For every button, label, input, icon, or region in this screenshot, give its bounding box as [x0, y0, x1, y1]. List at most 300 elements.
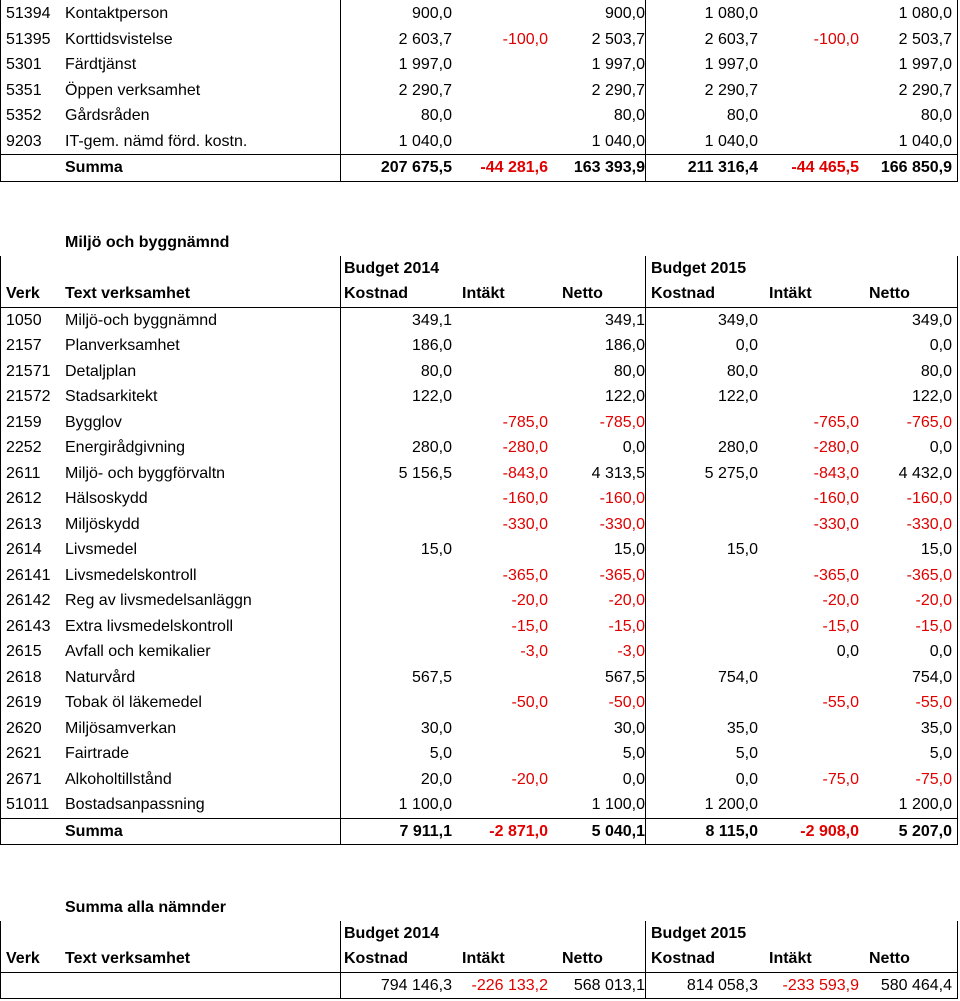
value-cell — [340, 588, 452, 614]
value-cell: 1 040,0 — [704, 132, 758, 150]
verk-code: 2252 — [6, 439, 42, 456]
verk-code: 2612 — [6, 490, 42, 507]
value-cell — [455, 792, 548, 818]
value-cell: 30,0 — [613, 719, 645, 737]
value-cell: -160,0 — [599, 490, 645, 507]
verksamhet-text: Miljö- och byggförvaltn — [65, 464, 226, 482]
verk-code: 21572 — [6, 388, 51, 405]
value-cell: -15,0 — [608, 617, 645, 635]
value-cell — [455, 537, 548, 563]
verk-code: 5301 — [6, 56, 42, 73]
value-cell — [645, 614, 758, 640]
value-cell: 5 040,1 — [591, 822, 645, 840]
value-cell: 4 313,5 — [591, 464, 645, 482]
intakt-header: Intäkt — [462, 285, 505, 302]
value-cell: -15,0 — [822, 617, 859, 635]
verksamhet-text: Summa — [65, 159, 123, 176]
value-cell: -15,0 — [915, 617, 952, 635]
verk-code: 2615 — [6, 643, 42, 660]
verksamhet-text: Miljö-och byggnämnd — [65, 311, 218, 329]
table-row — [0, 78, 960, 104]
section-title-text: Miljö och byggnämnd — [65, 234, 230, 251]
verksamhet-text: Färdtjänst — [65, 56, 137, 73]
value-cell: 349,1 — [411, 311, 452, 329]
value-cell: 1 100,0 — [591, 796, 645, 813]
value-cell — [758, 741, 859, 767]
value-cell: 35,0 — [726, 719, 758, 737]
budget-2015-label: Budget 2015 — [651, 259, 747, 277]
table-row — [0, 359, 960, 385]
table-row — [0, 690, 960, 716]
value-cell: -50,0 — [511, 694, 548, 711]
value-cell: 5,0 — [622, 745, 645, 762]
verk-code: 51395 — [6, 30, 51, 48]
value-cell: -55,0 — [822, 694, 859, 711]
value-cell: -2 871,0 — [489, 822, 548, 840]
value-cell: 580 464,4 — [880, 976, 952, 994]
table-row — [0, 129, 960, 155]
value-cell: 4 432,0 — [898, 464, 952, 482]
value-cell: -226 133,2 — [471, 976, 548, 994]
verk-code: 26143 — [6, 617, 51, 635]
value-cell: 349,1 — [604, 311, 645, 329]
value-cell — [758, 129, 859, 155]
text-verksamhet-header: Text verksamhet — [65, 285, 191, 302]
kostnad-header: Kostnad — [651, 285, 715, 302]
budget-2015-label: Budget 2015 — [651, 924, 747, 942]
value-cell: 2 290,7 — [591, 81, 645, 99]
value-cell: 80,0 — [920, 362, 952, 380]
column-divider — [645, 921, 646, 999]
value-cell: -20,0 — [608, 592, 645, 609]
verk-code: 9203 — [6, 132, 42, 150]
value-cell — [645, 563, 758, 589]
value-cell — [758, 308, 859, 334]
verksamhet-text: Tobak öl läkemedel — [65, 694, 202, 711]
value-cell — [758, 52, 859, 78]
value-cell — [340, 639, 452, 665]
column-divider — [957, 921, 958, 999]
intakt-header: Intäkt — [462, 950, 505, 967]
value-cell: 5,0 — [735, 745, 758, 762]
verk-code: 2671 — [6, 770, 42, 788]
summa-bottom-border — [0, 844, 958, 845]
value-cell: 80,0 — [726, 362, 758, 380]
value-cell — [645, 690, 758, 716]
value-cell: 900,0 — [604, 5, 645, 22]
value-cell: -160,0 — [906, 490, 952, 507]
value-cell: 567,5 — [604, 668, 645, 686]
value-cell: 0,0 — [929, 643, 952, 660]
value-cell: -765,0 — [813, 413, 859, 431]
value-cell: 1 080,0 — [704, 5, 758, 22]
value-cell: 754,0 — [717, 668, 758, 686]
verksamhet-text: Livsmedel — [65, 541, 138, 558]
table-row — [0, 563, 960, 589]
verk-code: 26142 — [6, 592, 51, 609]
value-cell: 2 290,7 — [398, 81, 452, 99]
value-cell: 8 115,0 — [705, 822, 758, 840]
value-cell: 15,0 — [726, 541, 758, 558]
value-cell: 814 058,3 — [686, 976, 758, 994]
netto-header: Netto — [869, 285, 910, 302]
verksamhet-text: Hälsoskydd — [65, 490, 148, 507]
value-cell — [455, 308, 548, 334]
value-cell: 5 207,0 — [898, 822, 952, 840]
value-cell — [340, 410, 452, 436]
value-cell: 280,0 — [717, 439, 758, 456]
verk-code: 5352 — [6, 107, 42, 124]
value-cell: 80,0 — [613, 107, 645, 124]
value-cell: 349,0 — [717, 311, 758, 329]
table-row — [0, 665, 960, 691]
value-cell: 5 156,5 — [398, 464, 452, 482]
value-cell: -330,0 — [906, 515, 952, 533]
value-cell: 280,0 — [411, 439, 452, 456]
value-cell: 567,5 — [411, 668, 452, 686]
verksamhet-text: Extra livsmedelskontroll — [65, 617, 234, 635]
value-cell: 1 997,0 — [898, 56, 952, 73]
value-cell — [758, 384, 859, 410]
value-cell: -20,0 — [511, 770, 548, 788]
value-cell — [455, 741, 548, 767]
netto-header: Netto — [562, 285, 603, 302]
value-cell — [758, 103, 859, 129]
value-cell: 0,0 — [622, 439, 645, 456]
text-verksamhet-header: Text verksamhet — [65, 950, 191, 967]
value-cell: 1 997,0 — [591, 56, 645, 73]
table-row — [0, 741, 960, 767]
budget-2014-label: Budget 2014 — [344, 259, 440, 277]
value-cell: 794 146,3 — [380, 976, 452, 994]
budget-year-row — [0, 256, 960, 282]
verk-code: 2620 — [6, 719, 42, 737]
verk-header: Verk — [6, 950, 40, 967]
summa-top-border — [0, 818, 958, 819]
verk-code: 1050 — [6, 311, 42, 329]
value-cell: 80,0 — [920, 107, 952, 124]
table-row — [0, 103, 960, 129]
value-cell — [455, 1, 548, 27]
value-cell: 163 393,9 — [573, 159, 645, 176]
value-cell: -20,0 — [915, 592, 952, 609]
value-cell: 0,0 — [929, 439, 952, 456]
verksamhet-text: Öppen verksamhet — [65, 81, 201, 99]
value-cell: 80,0 — [726, 107, 758, 124]
value-cell — [455, 129, 548, 155]
value-cell: 122,0 — [911, 388, 952, 405]
verksamhet-text: Avfall och kemikalier — [65, 643, 211, 660]
verk-code: 2611 — [6, 464, 41, 482]
verk-code: 51011 — [6, 796, 50, 813]
value-cell: -55,0 — [915, 694, 952, 711]
value-cell: 80,0 — [613, 362, 645, 380]
verk-code: 5351 — [6, 81, 42, 99]
value-cell — [455, 359, 548, 385]
table-row — [0, 1, 960, 27]
value-cell: -365,0 — [502, 566, 548, 584]
value-cell: 20,0 — [420, 770, 452, 788]
verk-code: 2159 — [6, 413, 42, 431]
value-cell — [645, 588, 758, 614]
table-row — [0, 588, 960, 614]
value-cell: -75,0 — [822, 770, 859, 788]
value-cell: -330,0 — [502, 515, 548, 533]
verk-code: 2619 — [6, 694, 42, 711]
value-cell: -785,0 — [599, 413, 645, 431]
table-row — [0, 716, 960, 742]
value-cell — [758, 359, 859, 385]
value-cell: 122,0 — [604, 388, 645, 405]
value-cell — [340, 486, 452, 512]
section-title — [0, 895, 960, 921]
table-row — [0, 333, 960, 359]
value-cell — [758, 716, 859, 742]
value-cell: 15,0 — [420, 541, 452, 558]
value-cell: 2 290,7 — [704, 81, 758, 99]
summa-top-border — [0, 154, 958, 155]
value-cell: 568 013,1 — [573, 976, 645, 994]
table-row — [0, 410, 960, 436]
value-cell: 1 040,0 — [898, 132, 952, 150]
value-cell — [455, 52, 548, 78]
verksamhet-text: Alkoholtillstånd — [65, 770, 172, 788]
verk-code: 21571 — [6, 362, 51, 380]
value-cell: -44 465,5 — [791, 159, 859, 176]
value-cell: 1 997,0 — [398, 56, 452, 73]
value-cell: -3,0 — [520, 643, 548, 660]
verk-code: 2613 — [6, 515, 42, 533]
value-cell: 5,0 — [929, 745, 952, 762]
value-cell: -280,0 — [502, 439, 548, 456]
value-cell — [645, 639, 758, 665]
intakt-header: Intäkt — [769, 285, 812, 302]
netto-header: Netto — [562, 950, 603, 967]
value-cell: 80,0 — [420, 107, 452, 124]
column-divider — [957, 256, 958, 846]
value-cell: 80,0 — [420, 362, 452, 380]
value-cell: 0,0 — [735, 337, 758, 354]
value-cell: -330,0 — [813, 515, 859, 533]
column-divider — [645, 0, 646, 182]
value-cell: 1 040,0 — [591, 132, 645, 150]
column-divider — [340, 256, 341, 846]
value-cell: 1 080,0 — [898, 5, 952, 22]
value-cell — [645, 486, 758, 512]
verk-code: 2157 — [6, 337, 42, 354]
verk-header: Verk — [6, 285, 40, 302]
verk-code: 2621 — [6, 745, 42, 762]
summa-row — [0, 155, 960, 181]
value-cell: 15,0 — [613, 541, 645, 558]
table-row — [0, 767, 960, 793]
verksamhet-text: Kontaktperson — [65, 5, 169, 22]
verksamhet-text: Bostadsanpassning — [65, 796, 205, 813]
value-cell: 349,0 — [911, 311, 952, 329]
table-row — [0, 461, 960, 487]
value-cell: 186,0 — [411, 337, 452, 354]
value-cell: 186,0 — [604, 337, 645, 354]
value-cell: -365,0 — [813, 566, 859, 584]
value-cell: 15,0 — [920, 541, 952, 558]
value-cell: 7 911,1 — [399, 822, 452, 840]
value-cell: 2 603,7 — [704, 30, 758, 48]
value-cell — [455, 78, 548, 104]
kostnad-header: Kostnad — [344, 950, 408, 967]
value-cell — [645, 512, 758, 538]
budget-2014-label: Budget 2014 — [344, 924, 440, 942]
table-row — [0, 308, 960, 334]
value-cell — [455, 103, 548, 129]
value-cell: -843,0 — [502, 464, 548, 482]
verksamhet-text: Korttidsvistelse — [65, 30, 173, 48]
value-cell: 2 290,7 — [898, 81, 952, 99]
value-cell: 2 503,7 — [591, 30, 645, 48]
value-cell: -365,0 — [906, 566, 952, 584]
summa-row — [0, 819, 960, 845]
value-cell: -100,0 — [502, 30, 548, 48]
value-cell: -160,0 — [813, 490, 859, 507]
column-divider — [0, 921, 1, 999]
table-row — [0, 486, 960, 512]
value-cell: -50,0 — [608, 694, 645, 711]
value-cell: -20,0 — [511, 592, 548, 609]
value-cell: -15,0 — [511, 617, 548, 635]
value-cell — [758, 792, 859, 818]
verksamhet-text: Miljöskydd — [65, 515, 140, 533]
value-cell — [455, 333, 548, 359]
value-cell: 0,0 — [622, 770, 645, 788]
verksamhet-text: IT-gem. nämd förd. kostn. — [65, 132, 248, 150]
value-cell — [455, 716, 548, 742]
table-row — [0, 435, 960, 461]
value-cell — [340, 690, 452, 716]
total-row — [0, 973, 960, 999]
table-row — [0, 537, 960, 563]
value-cell — [340, 512, 452, 538]
value-cell — [455, 665, 548, 691]
value-cell — [758, 78, 859, 104]
value-cell: 211 316,4 — [687, 159, 758, 176]
value-cell: 207 675,5 — [380, 159, 452, 176]
value-cell: -3,0 — [617, 643, 645, 660]
verksamhet-text: Stadsarkitekt — [65, 388, 158, 405]
kostnad-header: Kostnad — [651, 950, 715, 967]
summa-bottom-border — [0, 181, 958, 182]
value-cell: -365,0 — [599, 566, 645, 584]
verksamhet-text: Summa — [65, 822, 123, 840]
table-row — [0, 27, 960, 53]
value-cell: -75,0 — [915, 770, 952, 788]
table-row — [0, 384, 960, 410]
value-cell — [758, 537, 859, 563]
value-cell: -330,0 — [599, 515, 645, 533]
verksamhet-text: Energirådgivning — [65, 439, 186, 456]
verksamhet-text: Livsmedelskontroll — [65, 566, 197, 584]
kostnad-header: Kostnad — [344, 285, 408, 302]
value-cell: 35,0 — [920, 719, 952, 737]
value-cell: -2 908,0 — [800, 822, 859, 840]
value-cell: 0,0 — [929, 337, 952, 354]
verksamhet-text: Gårdsråden — [65, 107, 150, 124]
value-cell — [455, 384, 548, 410]
value-cell: 30,0 — [420, 719, 452, 737]
column-divider — [957, 0, 958, 182]
value-cell: -20,0 — [822, 592, 859, 609]
column-divider — [340, 0, 341, 182]
value-cell: 1 997,0 — [704, 56, 758, 73]
value-cell: 5 275,0 — [704, 464, 758, 482]
table-row — [0, 792, 960, 818]
value-cell: 2 603,7 — [398, 30, 452, 48]
verksamhet-text: Miljösamverkan — [65, 719, 177, 737]
verksamhet-text: Bygglov — [65, 413, 122, 431]
table-row — [0, 614, 960, 640]
table-row — [0, 639, 960, 665]
verksamhet-text: Reg av livsmedelsanläggn — [65, 592, 252, 609]
value-cell: 122,0 — [717, 388, 758, 405]
column-divider — [0, 256, 1, 846]
budget-year-row — [0, 921, 960, 947]
verk-code: 51394 — [6, 5, 51, 22]
value-cell: 1 100,0 — [398, 796, 452, 813]
column-header-row — [0, 946, 960, 972]
value-cell: 2 503,7 — [898, 30, 952, 48]
value-cell: 0,0 — [735, 770, 758, 788]
section-title — [0, 230, 960, 256]
value-cell — [758, 665, 859, 691]
column-header-row — [0, 281, 960, 307]
verk-code: 2614 — [6, 541, 42, 558]
section-title-text: Summa alla nämnder — [65, 899, 226, 916]
value-cell: 0,0 — [836, 643, 859, 660]
value-cell: -785,0 — [502, 413, 548, 431]
verksamhet-text: Detaljplan — [65, 362, 137, 380]
value-cell: -843,0 — [813, 464, 859, 482]
value-cell — [340, 563, 452, 589]
netto-header: Netto — [869, 950, 910, 967]
value-cell: 1 200,0 — [704, 796, 758, 813]
verksamhet-text: Fairtrade — [65, 745, 130, 762]
table-row — [0, 52, 960, 78]
value-cell: 1 040,0 — [398, 132, 452, 150]
value-cell: -44 281,6 — [480, 159, 548, 176]
value-cell: -280,0 — [813, 439, 859, 456]
value-cell — [758, 1, 859, 27]
value-cell: 754,0 — [911, 668, 952, 686]
value-cell — [758, 333, 859, 359]
value-cell: -100,0 — [813, 30, 859, 48]
value-cell: -160,0 — [502, 490, 548, 507]
value-cell — [340, 614, 452, 640]
column-divider — [645, 256, 646, 846]
verk-code: 26141 — [6, 566, 51, 584]
value-cell: 5,0 — [429, 745, 452, 762]
column-divider — [340, 921, 341, 999]
verk-code: 2618 — [6, 668, 42, 686]
value-cell: 900,0 — [411, 5, 452, 22]
verksamhet-text: Planverksamhet — [65, 337, 180, 354]
verksamhet-text: Naturvård — [65, 668, 136, 686]
intakt-header: Intäkt — [769, 950, 812, 967]
value-cell: -233 593,9 — [782, 976, 859, 994]
value-cell: 166 850,9 — [880, 159, 952, 176]
total-bottom-border — [0, 998, 958, 999]
value-cell: -765,0 — [906, 413, 952, 431]
value-cell — [645, 410, 758, 436]
column-divider — [0, 0, 1, 182]
value-cell: 122,0 — [411, 388, 452, 405]
